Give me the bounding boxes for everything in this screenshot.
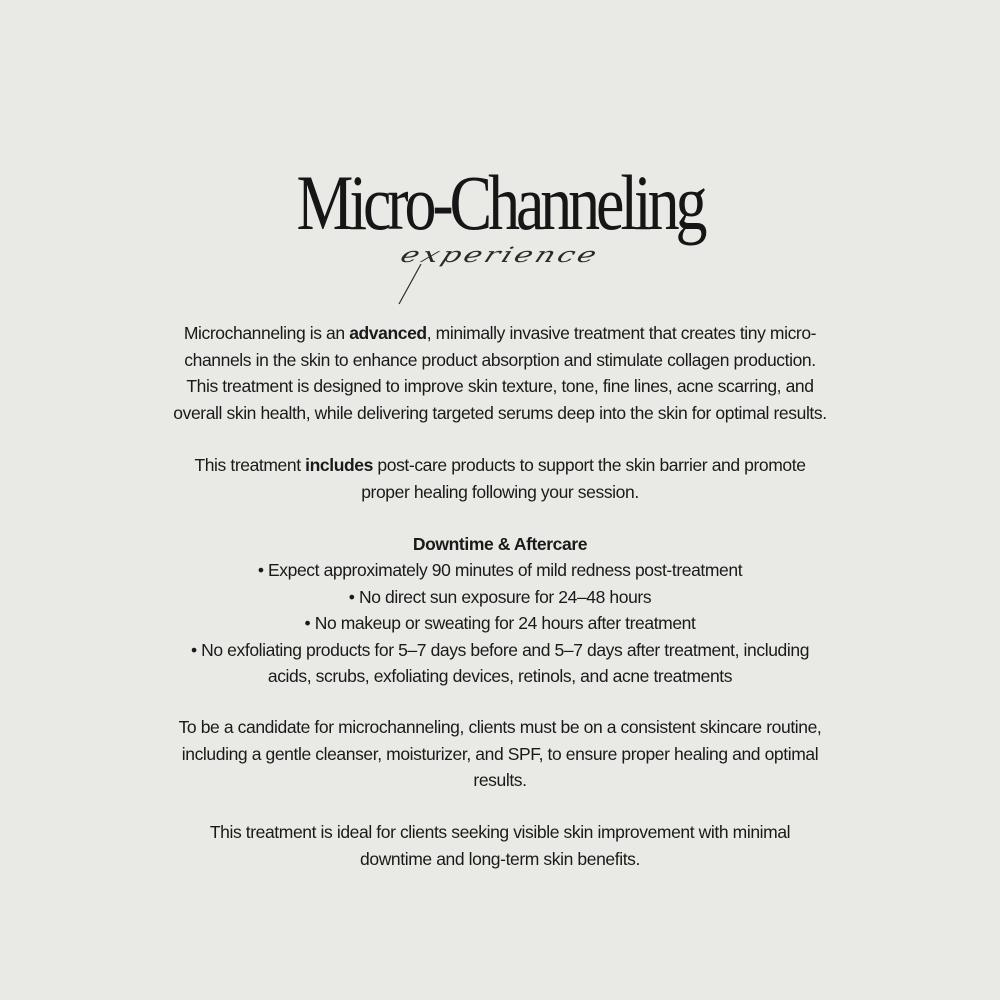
closing-paragraph (100, 819, 900, 872)
script-flourish-icon (395, 262, 425, 307)
aftercare-item: • Expect approximately 90 minutes of mild redness post-treatment (257, 560, 743, 580)
aftercare-item: • No direct sun exposure for 24–48 hours (348, 586, 652, 607)
aftercare-item: • No exfoliating products for 5–7 days before and 5–7 days after treatment, including (190, 639, 810, 660)
emphasis-advanced: advanced (349, 323, 427, 343)
intro-line: channels in the skin to enhance product absorption and stimulate collagen production. (184, 349, 816, 370)
candidate-paragraph (100, 714, 900, 794)
aftercare-heading: Downtime & Aftercare (412, 534, 588, 554)
aftercare-list (100, 557, 900, 690)
candidate-line: results. (473, 770, 527, 790)
page-subtitle-script: experience (396, 243, 604, 268)
emphasis-includes: includes (305, 455, 373, 475)
intro-line: This treatment is designed to improve skin texture, tone, fine lines, acne scarring, and (186, 376, 814, 396)
aftercare-item: • No makeup or sweating for 24 hours after treatment (304, 613, 696, 633)
aftercare-item-continuation: acids, scrubs, exfoliating devices, retinols, and acne treatments (267, 666, 733, 686)
intro-line: Microchanneling is an advanced, minimally invasive treatment that creates tiny micro- (183, 323, 817, 343)
includes-line: This treatment includes post-care products to support the skin barrier and promote (194, 455, 806, 475)
includes-paragraph (100, 452, 900, 505)
includes-line: proper healing following your session. (361, 481, 639, 502)
intro-line: overall skin health, while delivering targeted serums deep into the skin for optimal results. (173, 402, 827, 423)
candidate-line: To be a candidate for microchanneling, clients must be on a consistent skincare routine, (178, 717, 822, 737)
candidate-line: including a gentle cleanser, moisturizer, and SPF, to ensure proper healing and optimal (181, 743, 819, 764)
closing-line: This treatment is ideal for clients seeking visible skin improvement with minimal (209, 822, 791, 842)
page-title: Micro-Channeling (296, 159, 704, 246)
intro-paragraph (100, 320, 900, 426)
closing-line: downtime and long-term skin benefits. (360, 848, 640, 869)
